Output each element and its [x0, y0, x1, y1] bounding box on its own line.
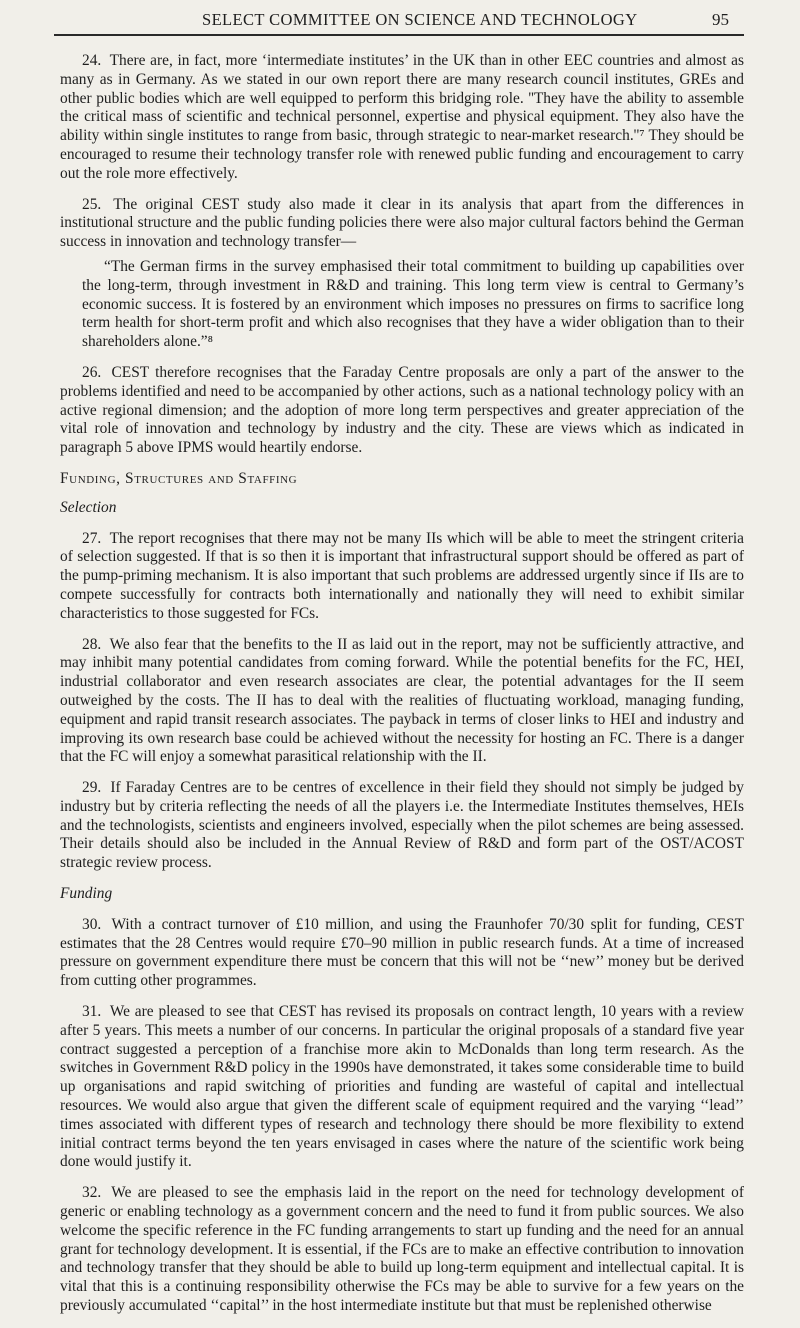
paragraph-text: We also fear that the benefits to the II as laid out in the report, may not be sufficiently attractive, and may inhibit many potential candidates from coming forward. While the potential benefits for the FC, HEI, industrial collaborator and even research associates are clear, the potential advantages for the II seem outweighed by the costs. The II has to deal with the realities of fluctuating workload, managing funding, equipment and rapid transit research associates. The payback in terms of closer links to HEI and industry and improving its own research base could be achieved without the necessity for hosting an FC. There is a danger that the FC will enjoy a somewhat parasitical relationship with the II. — [60, 635, 744, 766]
subheading-funding: Funding — [60, 885, 113, 903]
paragraph-text: We are pleased to see that CEST has revised its proposals on contract length, 10 years with a review after 5 years. This meets a number of our concerns. In particular the original proposals of a standard five year contract suggested a perception of a franchise more akin to McDonalds than long term research. As the switches in Government R&D policy in the 1990s have demonstrated, it takes some considerable time to build up organisations and rapid switching of priorities and funding are wasteful of capital and intellectual resources. We would also argue that given the different scale of equipment required and the varying ‘‘lead’’ times associated with different types of research and technology there should be more flexibility to extend initial contract terms beyond the ten years envisaged in cases where the nature of the scientific work being done would justify it. — [60, 1003, 744, 1171]
section-heading: Funding, Structures and Staffing — [60, 469, 298, 487]
paragraph-text: With a contract turnover of £10 million, and using the Fraunhofer 70/30 split for funding, CEST estimates that the 28 Centres would require £70–90 million in public research funds. At a time of increased pressure on government expenditure there must be concern that this will not be ‘‘new’’ money but be derived from cutting other programmes. — [60, 915, 745, 990]
header-rule — [54, 34, 744, 36]
paragraph-number: 29. — [82, 779, 102, 797]
page-header — [0, 10, 800, 32]
paragraph-number: 27. — [82, 529, 102, 547]
paragraph-number: 26. — [82, 363, 102, 381]
paragraph-text: CEST therefore recognises that the Faraday Centre proposals are only a part of the answer to the problems identified and need to be accompanied by other actions, such as a national technology policy with an active regional dimension; and the adoption of more long term perspectives and greater appreciation of the vital role of innovation and technology by industry and the city. These are views which as indicated in paragraph 5 above IPMS would heartily endorse. — [60, 363, 745, 457]
page-number: 95 — [712, 10, 729, 29]
paragraph-29 — [60, 779, 744, 873]
paragraph-text: If Faraday Centres are to be centres of excellence in their field they should not simply be judged by industry but by criteria reflecting the needs of all the players i.e. the Intermediate Institutes themselves, HEIs and the technologists, scientists and engineers involved, especially when the pilot schemes are being assessed. Their details should also be included in the Annual Review of R&D and form part of the OST/ACOST strategic review process. — [60, 779, 744, 872]
paragraph-number: 31. — [82, 1003, 102, 1021]
paragraph-26 — [60, 364, 744, 458]
paragraph-24 — [60, 52, 744, 184]
document-body — [60, 52, 744, 1328]
paragraph-25 — [60, 196, 744, 252]
paragraph-27 — [60, 530, 744, 624]
paragraph-text: The original CEST study also made it clear in its analysis that apart from the differences in institutional structure and the public funding policies there were also major cultural factors behind the German success in innovation and technology transfer— — [60, 195, 744, 251]
block-quote: “The German firms in the survey emphasised their total commitment to building up capabilities over the long-term, through investment in R&D and training. This long term view is central to Germany’s economic success. It is fostered by an environment which imposes no pressures on firms to sacrifice long term health for short-term profit and which also recognises that they have a wider obligation than to their shareholders alone.”⁸ — [82, 257, 744, 351]
paragraph-30 — [60, 916, 744, 991]
paragraph-number: 28. — [82, 635, 102, 653]
subheading-selection: Selection — [60, 498, 117, 516]
paragraph-number: 25. — [82, 195, 102, 213]
paragraph-text: There are, in fact, more ‘intermediate institutes’ in the UK than in other EEC countries and almost as many as in Germany. As we stated in our own report there are many research council institutes, GREs and other public bodies which are well equipped to perform this bridging role. ''They have the ability to assemble the critical mass of scientific and technical personnel, expertise and physical equipment. They also have the ability within single institutes to range from basic, through strategic to near-market research.''⁷ They should be encouraged to resume their technology transfer role with renewed public funding and encouragement to carry out the role more effectively. — [60, 52, 744, 182]
paragraph-number: 32. — [82, 1184, 102, 1202]
paragraph-text: The report recognises that there may not be many IIs which will be able to meet the stringent criteria of selection suggested. If that is so then it is important that infrastructural support should be offered as part of the pump-priming mechanism. It is also important that such problems are addressed urgently since if IIs are to compete successfully for contracts both internationally and nationally they will need to exhibit similar characteristics to those suggested for FCs. — [60, 529, 744, 622]
paragraph-31 — [60, 1003, 744, 1172]
running-title: SELECT COMMITTEE ON SCIENCE AND TECHNOLOGY — [202, 10, 638, 29]
paragraph-32 — [60, 1184, 744, 1316]
paragraph-number: 30. — [82, 915, 102, 933]
paragraph-number: 24. — [82, 52, 102, 69]
paragraph-28 — [60, 636, 744, 768]
paragraph-text: We are pleased to see the emphasis laid in the report on the need for technology development of generic or enabling technology as a government concern and the need to fund it from public sources. We also welcome the specific reference in the FC funding arrangements to start up funding and the need for an annual grant for technology development. It is essential, if the FCs are to make an effective contribution to innovation and technology transfer that they should be able to build up long-term equipment and intellectual capital. It is vital that this is a continuing responsibility otherwise the FCs may be able to survive for a few years on the previously accumulated ‘‘capital’’ in the host intermediate institute but that must be replenished otherwise — [60, 1184, 744, 1315]
